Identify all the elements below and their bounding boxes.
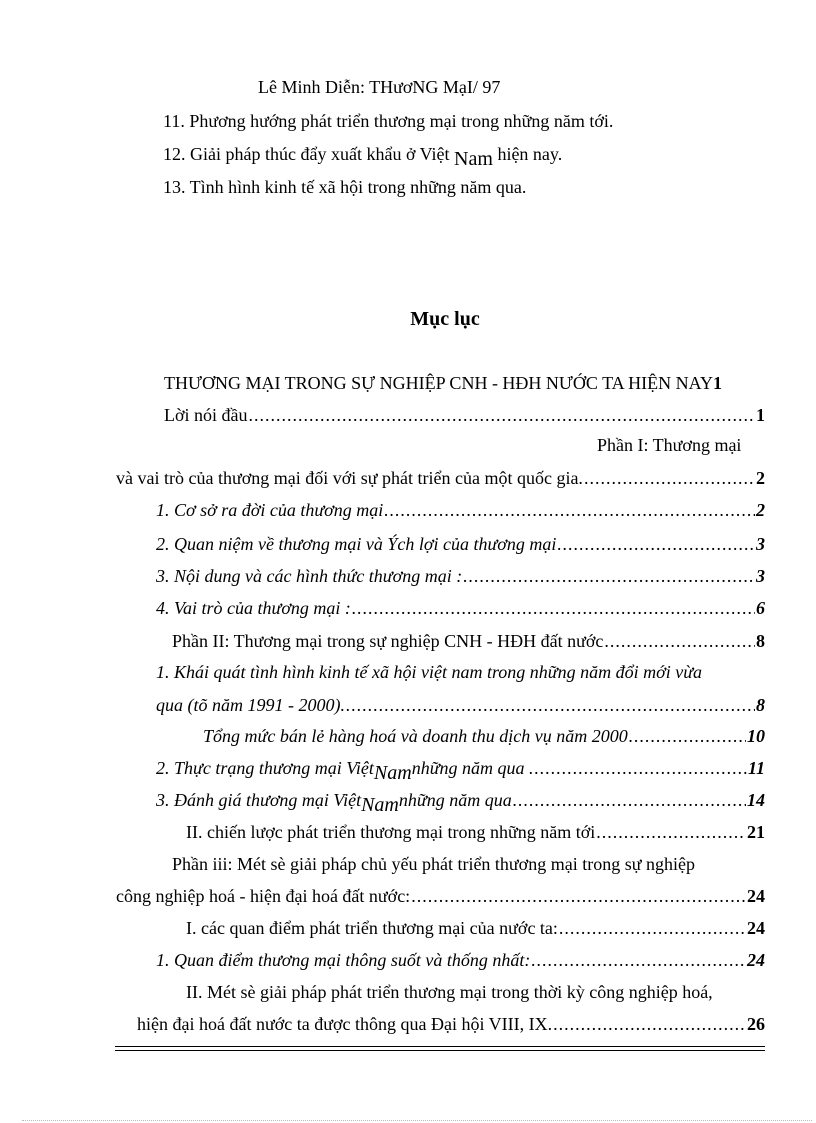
reference-item: 13. Tình hình kinh tế xã hội trong những năm qua. [163, 177, 527, 197]
toc-entry[interactable]: 4. Vai trò của thương mại : ..... 6 [156, 597, 765, 619]
toc-entry[interactable]: hiện đại hoá đất nước ta được thông qua Đại hội VIII, IX. ..... 26 [137, 1013, 765, 1035]
footer-rule [115, 1046, 765, 1047]
toc-entry[interactable]: công nghiệp hoá - hiện đại hoá đất nước: ..... 24 [116, 885, 765, 907]
page-edge [22, 1120, 812, 1121]
toc-entry[interactable]: Tổng mức bán lẻ hàng hoá và doanh thu dịch vụ năm 2000 ..... 10 [203, 725, 765, 747]
reference-item: 12. Giải pháp thúc đẩy xuất khẩu ở Việt Nam hiện nay. [163, 144, 563, 170]
toc-entry[interactable]: I. các quan điểm phát triển thương mại của nước ta: ..... 24 [186, 917, 765, 939]
toc-entry[interactable]: 3. Đánh giá thương mại Việt Nam những năm qua ..... 14 [156, 789, 765, 811]
toc-entry[interactable]: II. chiến lược phát triển thương mại trong những năm tới ..... 21 [186, 821, 765, 843]
toc-entry[interactable]: Phần II: Thương mại trong sự nghiệp CNH - HĐH đất nước ..... 8 [172, 630, 765, 652]
author-line: Lê Minh Diễn: THươNG MạI/ 97 [258, 77, 501, 97]
toc-entry[interactable]: 3. Nội dung và các hình thức thương mại : ..... 3 [156, 565, 765, 587]
toc-entry[interactable]: II. Mét sè giải pháp phát triển thương mại trong thời kỳ công nghiệp hoá, [186, 982, 713, 1002]
toc-entry[interactable]: 2. Quan niệm về thương mại và Ých lợi của thương mại ..... 3 [156, 533, 765, 555]
toc-entry[interactable]: qua (tõ năm 1991 - 2000). ..... 8 [156, 694, 765, 716]
reference-item: 11. Phương hướng phát triển thương mại trong những năm tới. [163, 111, 614, 131]
toc-title: Mục lục [410, 308, 480, 330]
footer-rule [115, 1050, 765, 1051]
toc-entry[interactable]: 2. Thực trạng thương mại Việt Nam những năm qua . ..... 11 [156, 757, 765, 779]
toc-entry[interactable]: Phần iii: Mét sè giải pháp chủ yếu phát triển thương mại trong sự nghiệp [172, 854, 695, 874]
toc-entry[interactable]: 1. Quan điểm thương mại thông suốt và thống nhất: ..... 24 [156, 949, 765, 971]
toc-entry[interactable]: 1. Cơ sở ra đời của thương mại ..... 2 [156, 499, 765, 521]
toc-entry[interactable]: 1. Khái quát tình hình kinh tế xã hội việt nam trong những năm đổi mới vừa [156, 662, 703, 682]
toc-entry[interactable]: và vai trò của thương mại đối với sự phát triển của một quốc gia. ..... 2 [116, 467, 765, 489]
toc-entry[interactable]: Phần I: Thương mại [597, 435, 742, 455]
toc-entry[interactable]: THƯƠNG MẠI TRONG SỰ NGHIỆP CNH - HĐH NƯỚC TA HIỆN NAY 1 [164, 373, 722, 393]
toc-entry[interactable]: Lời nói đầu ..... 1 [164, 404, 765, 426]
